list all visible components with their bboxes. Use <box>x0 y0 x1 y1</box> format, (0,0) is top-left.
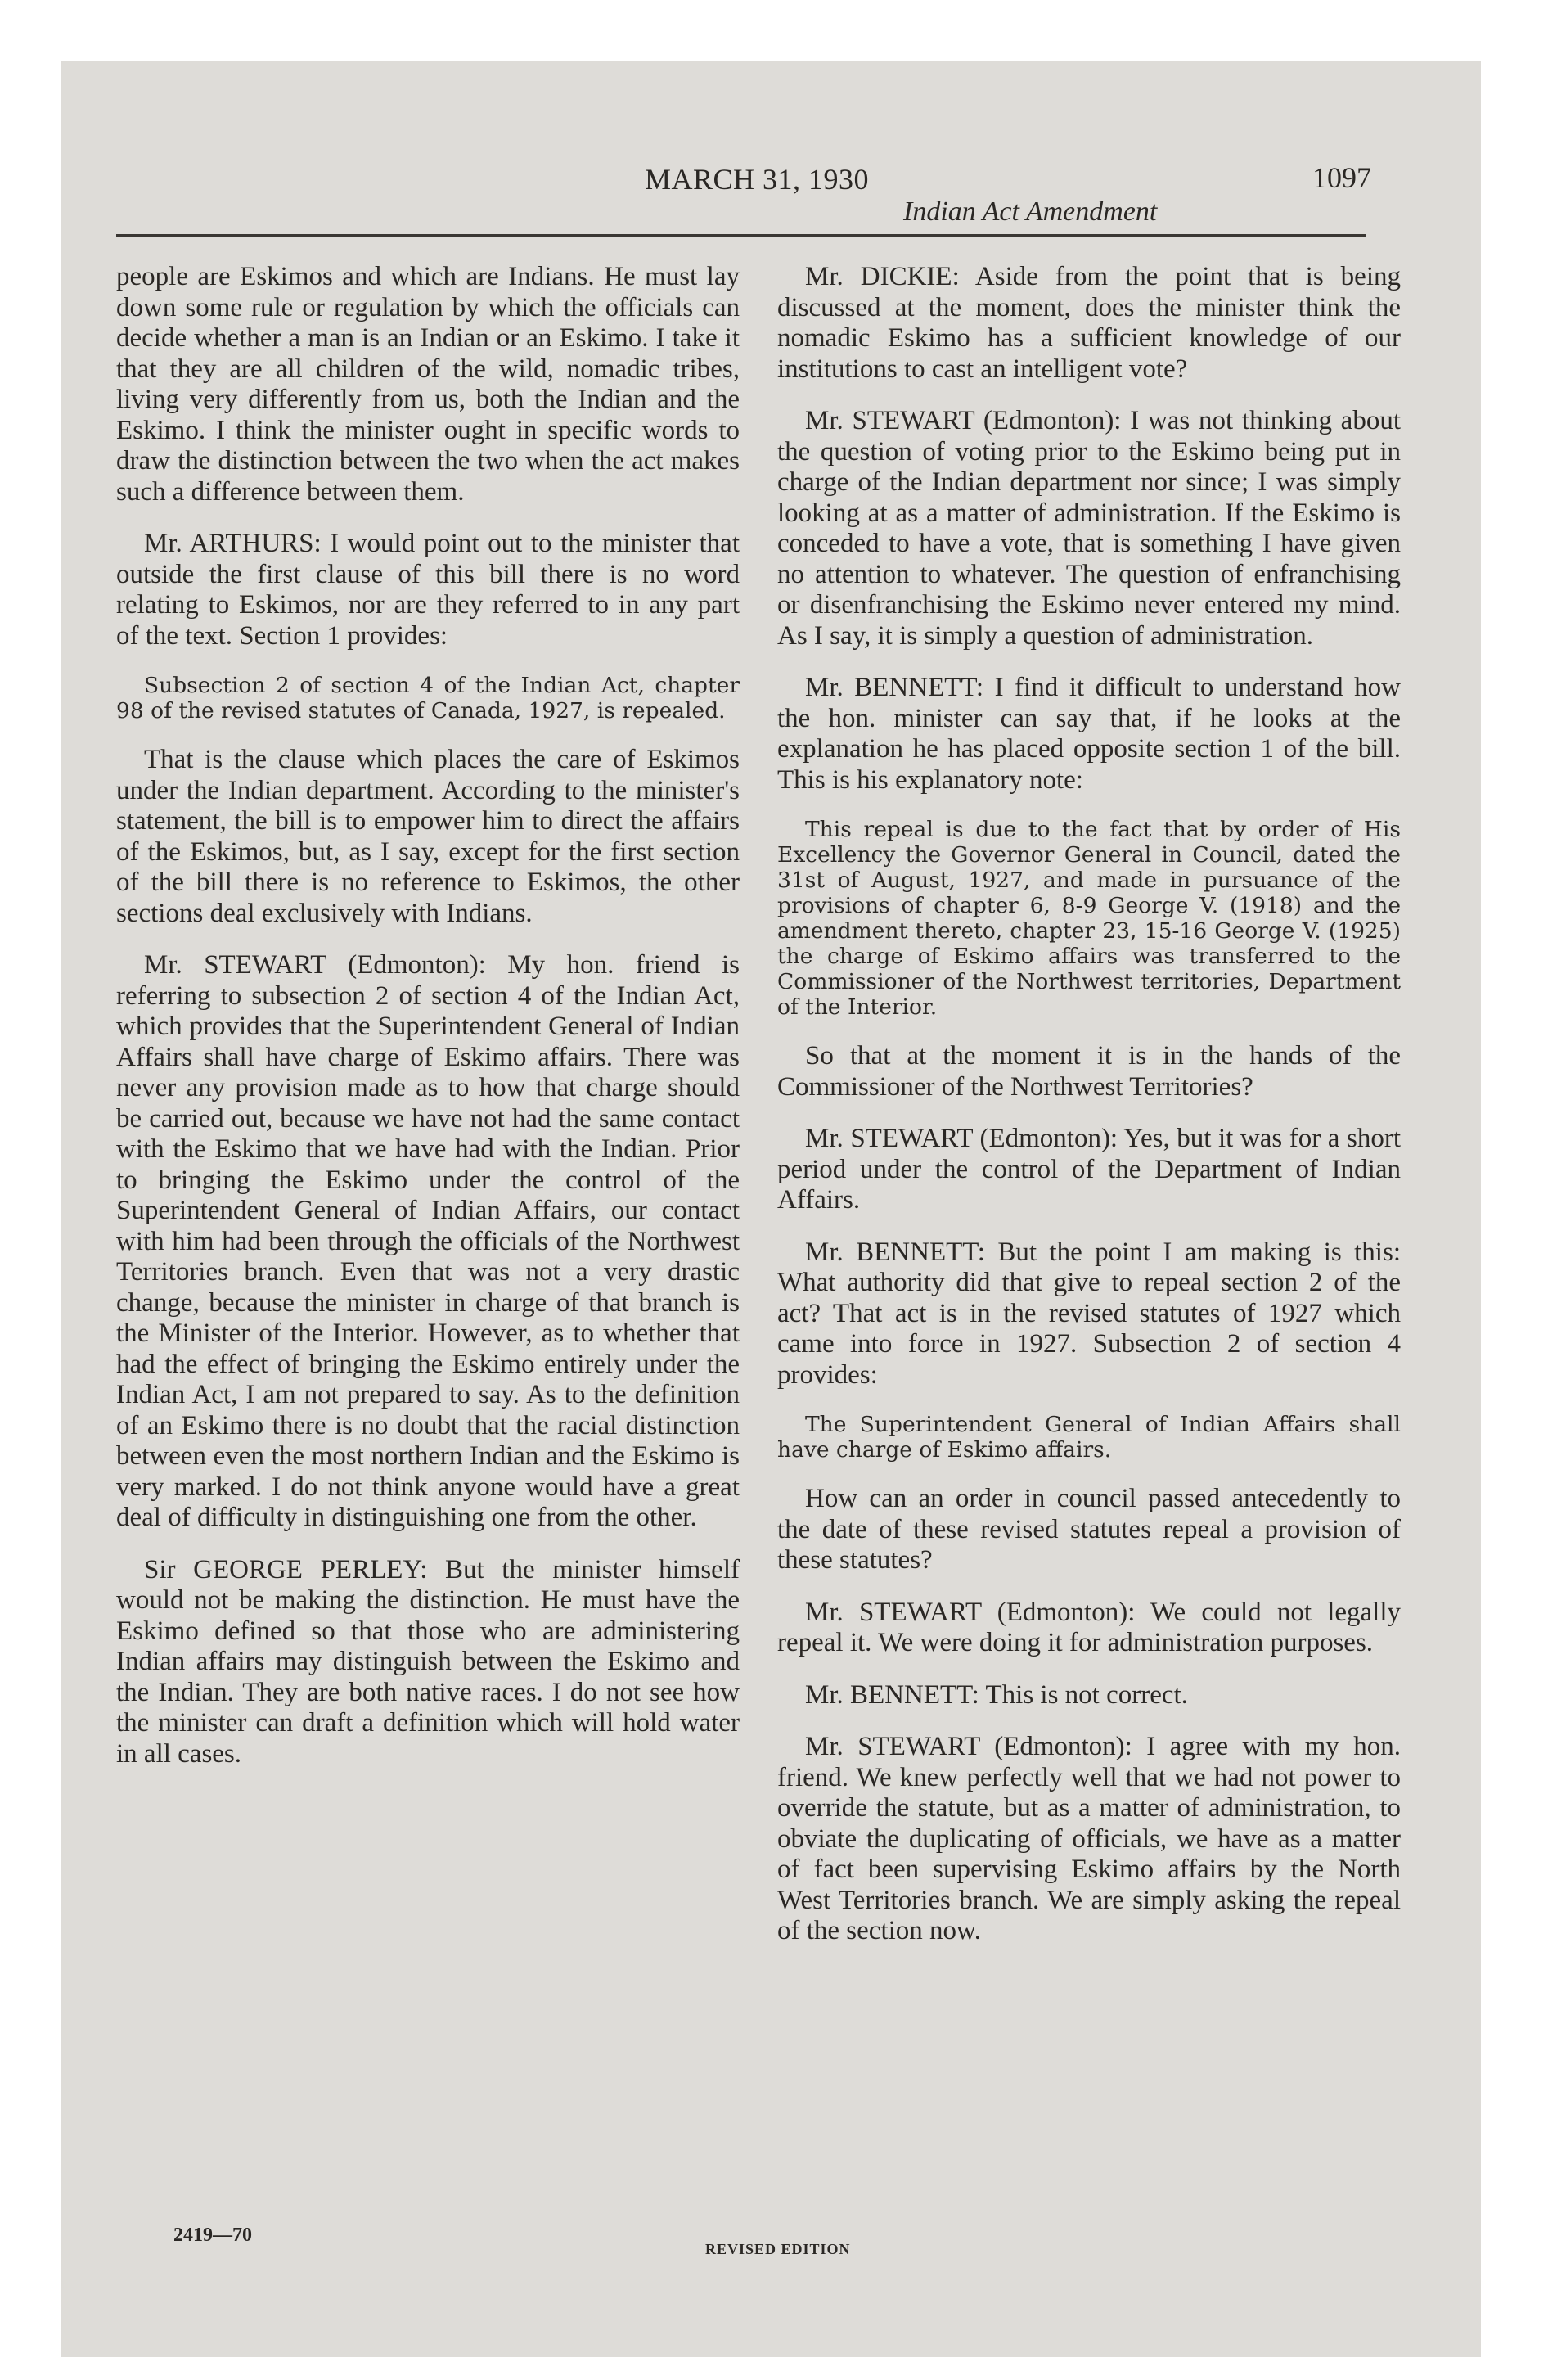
paragraph: How can an order in council passed antecedently to the date of these revised statutes repeal a provision of these statutes? <box>777 1484 1401 1575</box>
paragraph: Mr. STEWART (Edmonton): I agree with my hon. friend. We knew perfectly well that we had not power to override the statute, but as a matter of administration, to obviate the duplicating of officials, we have as a matter of fact been supervising Eskimo affairs by the North West Territories branch. We are simply asking the repeal of the section now. <box>777 1732 1401 1945</box>
quoted-text: The Superintendent General of Indian Affairs shall have charge of Eskimo affairs. <box>777 1412 1401 1463</box>
quoted-text: This repeal is due to the fact that by order of His Excellency the Governor General in Council, dated the 31st of August, 1927, and made in pursuance of the provisions of chapter 6, 8-9 George V. (1918) and the amendment thereto, chapter 23, 15-16 George V. (1925) the charge of Eskimo affairs was transferred to the Commissioner of the Northwest territories, Department of the Interior. <box>777 817 1401 1020</box>
paragraph: Mr. STEWART (Edmonton): My hon. friend is referring to subsection 2 of section 4 of the Indian Act, which provides that the Superintendent General of Indian Affairs shall have charge of Eskimo affairs. There was never any provision made as to how that charge should be carried out, because we have not had the same contact with the Eskimo that we have had with the Indian. Prior to bringing the Eskimo under the control of the Superintendent General of Indian Affairs, our contact with him had been through the officials of the Northwest Territories branch. Even that was not a very drastic change, because the minister in charge of that branch is the Minister of the Interior. However, as to whether that had the effect of bringing the Eskimo entirely under the Indian Act, I am not prepared to say. As to the definition of an Eskimo there is no doubt that the racial distinction between even the most northern Indian and the Eskimo is very marked. I do not think anyone would have a great deal of difficulty in distinguishing one from the other. <box>116 950 740 1532</box>
edition-label: REVISED EDITION <box>705 2241 851 2257</box>
header-date: MARCH 31, 1930 <box>645 163 870 196</box>
signature-mark: 2419—70 <box>173 2224 252 2246</box>
right-column <box>777 262 1401 1968</box>
left-column <box>116 262 740 1791</box>
paragraph: Mr. STEWART (Edmonton): Yes, but it was for a short period under the control of the Department of Indian Affairs. <box>777 1124 1401 1215</box>
paragraph: people are Eskimos and which are Indians. He must lay down some rule or regulation by which the officials can decide whether a man is an Indian or an Eskimo. I take it that they are all children of the wild, nomadic tribes, living very differently from us, both the Indian and the Eskimo. I think the minister ought in specific words to draw the distinction between the two when the act makes such a difference between them. <box>116 262 740 507</box>
paragraph: Mr. BENNETT: But the point I am making is this: What authority did that give to repeal section 2 of the act? That act is in the revised statutes of 1927 which came into force in 1927. Subsection 2 of section 4 provides: <box>777 1237 1401 1390</box>
paragraph: So that at the moment it is in the hands of the Commissioner of the Northwest Territories? <box>777 1041 1401 1102</box>
paragraph: Sir GEORGE PERLEY: But the minister himself would not be making the distinction. He must have the Eskimo defined so that those who are administering Indian affairs may distinguish between the Eskimo and the Indian. They are both native races. I do not see how the minister can draft a definition which will hold water in all cases. <box>116 1554 740 1769</box>
header-rule <box>116 234 1366 237</box>
paragraph: Mr. STEWART (Edmonton): I was not thinking about the question of voting prior to the Eskimo being put in charge of the Indian department nor since; I was simply looking at as a matter of administration. If the Eskimo is conceded to have a vote, that is something I have given no attention to whatever. The question of enfranchising or disenfranchising the Eskimo never entered my mind. As I say, it is simply a question of administration. <box>777 406 1401 651</box>
paragraph: Mr. STEWART (Edmonton): We could not legally repeal it. We were doing it for administration purposes. <box>777 1597 1401 1657</box>
paragraph: That is the clause which places the care of Eskimos under the Indian department. According to the minister's statement, the bill is to empower him to direct the affairs of the Eskimos, but, as I say, except for the first section of the bill there is no reference to Eskimos, the other sections deal exclusively with Indians. <box>116 745 740 928</box>
paragraph: Mr. ARTHURS: I would point out to the minister that outside the first clause of this bill there is no word relating to Eskimos, nor are they referred to in any part of the text. Section 1 provides: <box>116 529 740 651</box>
quoted-text: Subsection 2 of section 4 of the Indian Act, chapter 98 of the revised statutes of Canada, 1927, is repealed. <box>116 673 740 723</box>
header-section-title: Indian Act Amendment <box>903 196 1158 227</box>
paragraph: Mr. BENNETT: This is not correct. <box>805 1679 1188 1710</box>
page-number: 1097 <box>1312 161 1371 194</box>
paragraph: Mr. DICKIE: Aside from the point that is being discussed at the moment, does the minister think the nomadic Eskimo has a sufficient knowledge of our institutions to cast an intelligent vote? <box>777 262 1401 384</box>
paragraph: Mr. BENNETT: I find it difficult to understand how the hon. minister can say that, if he looks at the explanation he has placed opposite section 1 of the bill. This is his explanatory note: <box>777 673 1401 795</box>
